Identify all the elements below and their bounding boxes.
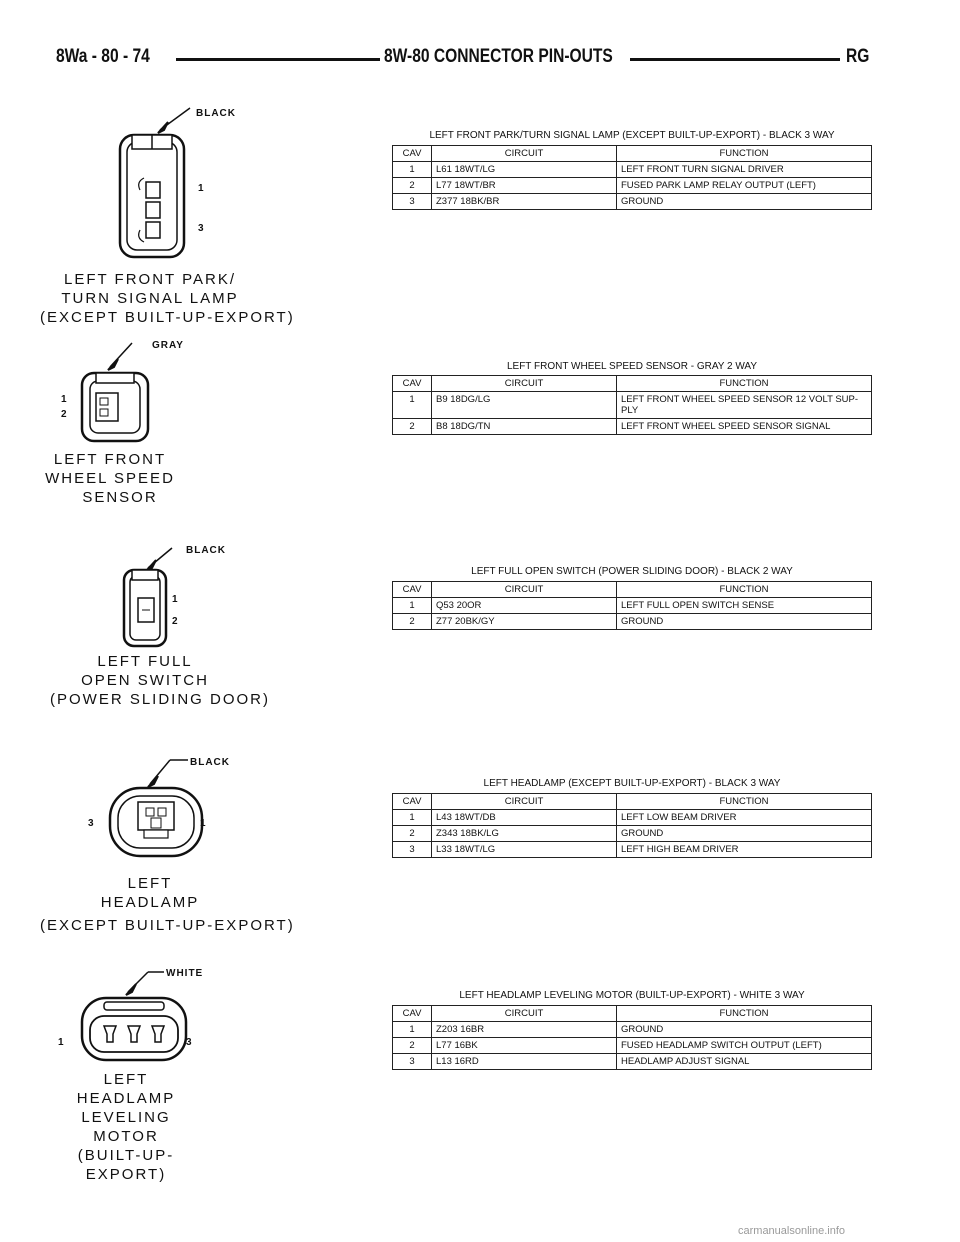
caption-line: TURN SIGNAL LAMP — [61, 290, 239, 307]
cell-circuit: B9 18DG/LG — [432, 392, 617, 419]
cell-cav: 3 — [393, 842, 432, 858]
pinout-table — [392, 793, 872, 858]
connector-caption — [40, 450, 180, 507]
cell-cav: 2 — [393, 419, 432, 435]
table-row — [393, 1054, 872, 1070]
cell-function: HEADLAMP ADJUST SIGNAL — [617, 1054, 872, 1070]
table-row — [393, 178, 872, 194]
cell-circuit: Z77 20BK/GY — [432, 614, 617, 630]
pin-label: 3 — [198, 223, 204, 234]
caption-line: LEFT — [127, 875, 173, 892]
caption-line: WHEEL SPEED — [45, 470, 175, 487]
table-title: LEFT HEADLAMP (EXCEPT BUILT-UP-EXPORT) - BLACK 3 WAY — [483, 778, 781, 789]
cell-function: LEFT FULL OPEN SWITCH SENSE — [617, 598, 872, 614]
cell-cav: 3 — [393, 194, 432, 210]
table-row — [393, 598, 872, 614]
cell-cav: 1 — [393, 162, 432, 178]
cell-function: LEFT HIGH BEAM DRIVER — [617, 842, 872, 858]
connector-caption — [50, 652, 271, 709]
table-row — [393, 826, 872, 842]
table-row — [393, 1022, 872, 1038]
cell-function: GROUND — [617, 194, 872, 210]
caption-line: LEVELING — [81, 1109, 171, 1126]
cell-cav: 2 — [393, 1038, 432, 1054]
connector-color-label: BLACK — [186, 545, 226, 556]
connector-caption — [40, 270, 295, 327]
pin-label: 3 — [88, 818, 94, 829]
pin-label: 3 — [186, 1037, 192, 1048]
cell-circuit: Q53 20OR — [432, 598, 617, 614]
connector-color-label: BLACK — [196, 108, 236, 119]
caption-line: MOTOR — [93, 1128, 159, 1145]
cell-cav: 1 — [393, 1022, 432, 1038]
cell-cav: 2 — [393, 826, 432, 842]
col-cav: CAV — [393, 146, 432, 162]
caption-line: (EXCEPT BUILT-UP-EXPORT) — [40, 917, 295, 934]
cell-circuit: L77 16BK — [432, 1038, 617, 1054]
col-cav: CAV — [393, 582, 432, 598]
caption-line: LEFT FRONT PARK/ — [63, 271, 237, 288]
park-turn-lamp-connector-diagram — [110, 100, 250, 270]
cell-circuit: Z203 16BR — [432, 1022, 617, 1038]
cell-function: LEFT FRONT WHEEL SPEED SENSOR 12 VOLT SUP-PLY — [617, 392, 872, 419]
pin-label: 1 — [58, 1037, 64, 1048]
page-header — [0, 0, 960, 90]
cell-circuit: Z377 18BK/BR — [432, 194, 617, 210]
col-circuit: CIRCUIT — [432, 1006, 617, 1022]
header-rule-left — [176, 58, 380, 61]
col-circuit: CIRCUIT — [432, 582, 617, 598]
cell-function: FUSED HEADLAMP SWITCH OUTPUT (LEFT) — [617, 1038, 872, 1054]
page-number: 8Wa - 80 - 74 — [56, 46, 150, 67]
table-row — [393, 614, 872, 630]
leveling-motor-connector-diagram — [68, 964, 198, 1064]
cell-circuit: L13 16RD — [432, 1054, 617, 1070]
pin-label: 2 — [172, 616, 178, 627]
table-row — [393, 392, 872, 419]
caption-line: LEFT FRONT — [53, 451, 167, 468]
col-cav: CAV — [393, 1006, 432, 1022]
pinout-table — [392, 145, 872, 210]
table-title: LEFT FRONT WHEEL SPEED SENSOR - GRAY 2 WAY — [506, 361, 758, 372]
caption-line: (BUILT-UP- — [77, 1147, 175, 1164]
pin-label: 1 — [61, 394, 67, 405]
col-function: FUNCTION — [617, 146, 872, 162]
cell-function: LEFT FRONT TURN SIGNAL DRIVER — [617, 162, 872, 178]
cell-cav: 2 — [393, 178, 432, 194]
caption-line: HEADLAMP — [76, 1090, 176, 1107]
cell-circuit: B8 18DG/TN — [432, 419, 617, 435]
table-row — [393, 810, 872, 826]
full-open-switch-connector-diagram — [110, 540, 220, 650]
cell-circuit: L61 18WT/LG — [432, 162, 617, 178]
col-circuit: CIRCUIT — [432, 376, 617, 392]
cell-cav: 1 — [393, 810, 432, 826]
col-circuit: CIRCUIT — [432, 146, 617, 162]
caption-line: HEADLAMP — [100, 894, 200, 911]
cell-cav: 3 — [393, 1054, 432, 1070]
table-row — [393, 162, 872, 178]
cell-circuit: L33 18WT/LG — [432, 842, 617, 858]
col-function: FUNCTION — [617, 376, 872, 392]
cell-function: FUSED PARK LAMP RELAY OUTPUT (LEFT) — [617, 178, 872, 194]
connector-caption — [56, 1070, 196, 1184]
table-header-row — [393, 1006, 872, 1022]
table-row — [393, 419, 872, 435]
cell-function: GROUND — [617, 826, 872, 842]
col-function: FUNCTION — [617, 794, 872, 810]
section-title: 8W-80 CONNECTOR PIN-OUTS — [384, 46, 613, 67]
pinout-table — [392, 1005, 872, 1070]
table-row — [393, 194, 872, 210]
headlamp-connector-diagram — [100, 752, 220, 862]
header-rule-right — [630, 58, 840, 61]
table-row — [393, 842, 872, 858]
caption-line: (POWER SLIDING DOOR) — [50, 691, 271, 708]
table-header-row — [393, 146, 872, 162]
cell-function: GROUND — [617, 614, 872, 630]
cell-cav: 1 — [393, 392, 432, 419]
pin-label: 1 — [172, 594, 178, 605]
caption-line: LEFT — [103, 1071, 149, 1088]
cell-cav: 1 — [393, 598, 432, 614]
connector-color-label: WHITE — [166, 968, 204, 979]
cell-function: LEFT FRONT WHEEL SPEED SENSOR SIGNAL — [617, 419, 872, 435]
pin-label: 2 — [61, 409, 67, 420]
caption-line: SENSOR — [82, 489, 158, 506]
table-header-row — [393, 582, 872, 598]
pinout-table — [392, 375, 872, 435]
col-cav: CAV — [393, 794, 432, 810]
col-circuit: CIRCUIT — [432, 794, 617, 810]
pin-label: 1 — [198, 183, 204, 194]
caption-line: OPEN SWITCH — [81, 672, 209, 689]
col-function: FUNCTION — [617, 1006, 872, 1022]
cell-function: GROUND — [617, 1022, 872, 1038]
table-title: LEFT FRONT PARK/TURN SIGNAL LAMP (EXCEPT BUILT-UP-EXPORT) - BLACK 3 WAY — [429, 130, 835, 141]
cell-circuit: L43 18WT/DB — [432, 810, 617, 826]
cell-cav: 2 — [393, 614, 432, 630]
table-title: LEFT HEADLAMP LEVELING MOTOR (BUILT-UP-EXPORT) - WHITE 3 WAY — [459, 990, 805, 1001]
cell-function: LEFT LOW BEAM DRIVER — [617, 810, 872, 826]
caption-line: (EXCEPT BUILT-UP-EXPORT) — [40, 309, 295, 326]
caption-line: EXPORT) — [85, 1166, 167, 1183]
pinout-table — [392, 581, 872, 630]
model-code: RG — [846, 46, 870, 67]
table-title: LEFT FULL OPEN SWITCH (POWER SLIDING DOOR) - BLACK 2 WAY — [471, 566, 793, 577]
wheel-speed-sensor-connector-diagram — [70, 335, 190, 445]
pin-label: 1 — [200, 818, 206, 829]
table-header-row — [393, 794, 872, 810]
col-function: FUNCTION — [617, 582, 872, 598]
connector-caption — [40, 874, 295, 935]
cell-circuit: L77 18WT/BR — [432, 178, 617, 194]
connector-color-label: BLACK — [190, 757, 230, 768]
table-row — [393, 1038, 872, 1054]
table-header-row — [393, 376, 872, 392]
watermark[interactable]: carmanualsonline.info — [738, 1225, 846, 1237]
connector-color-label: GRAY — [152, 340, 184, 351]
caption-line: LEFT FULL — [97, 653, 193, 670]
col-cav: CAV — [393, 376, 432, 392]
cell-circuit: Z343 18BK/LG — [432, 826, 617, 842]
